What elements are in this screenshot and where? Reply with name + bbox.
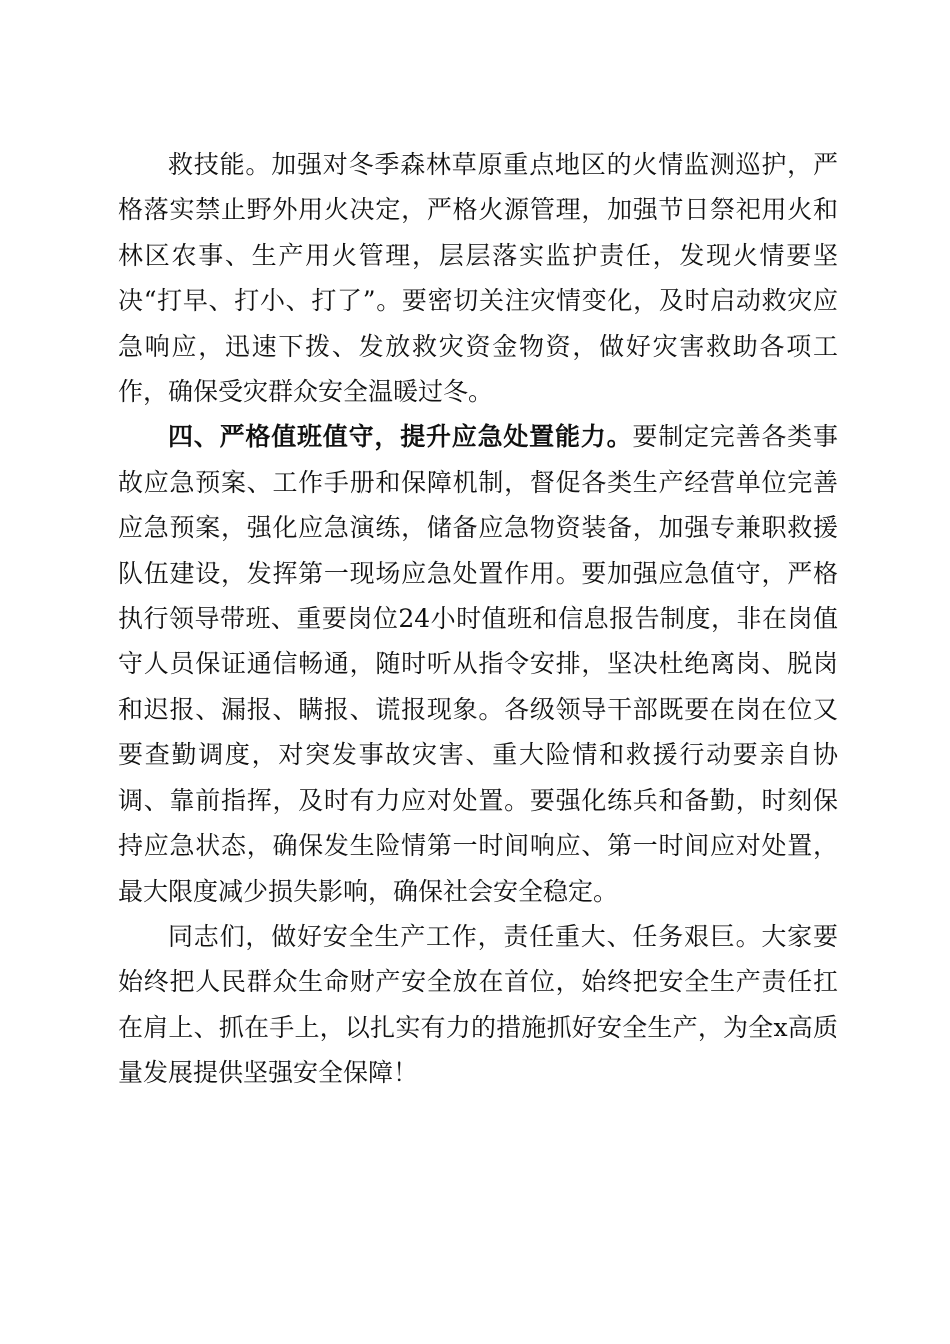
paragraph-duty-section xyxy=(118,414,838,913)
paragraph-text: 救技能。加强对冬季森林草原重点地区的火情监测巡护，严格落实禁止野外用火决定，严格火源管理，加强节日祭祀用火和林区农事、生产用火管理，层层落实监护责任，发现火情要坚决“打早、打小、打了”。要密切关注灾情变化，及时启动救灾应急响应，迅速下拨、发放救灾资金物资，做好灾害救助各项工作，确保受灾群众安全温暖过冬。 xyxy=(118,150,838,407)
paragraph-fire-safety xyxy=(118,142,838,414)
section-heading: 四、严格值班值守，提升应急处置能力。 xyxy=(168,422,633,452)
paragraph-closing xyxy=(118,914,838,1096)
paragraph-text: 同志们，做好安全生产工作，责任重大、任务艰巨。大家要始终把人民群众生命财产安全放在首位，始终把安全生产责任扛在肩上、抓在手上，以扎实有力的措施抓好安全生产，为全x高质量发展提供坚强安全保障！ xyxy=(118,921,838,1088)
paragraph-text: 要制定完善各类事故应急预案、工作手册和保障机制，督促各类生产经营单位完善应急预案，强化应急演练，储备应急物资装备，加强专兼职救援队伍建设，发挥第一现场应急处置作用。要加强应急值守，严格执行领导带班、重要岗位24小时值班和信息报告制度，非在岗值守人员保证通信畅通，随时听从指令安排，坚决杜绝离岗、脱岗和迟报、漏报、瞒报、谎报现象。各级领导干部既要在岗在位又要查勤调度，对突发事故灾害、重大险情和救援行动要亲自协调、靠前指挥，及时有力应对处置。要强化练兵和备勤，时刻保持应急状态，确保发生险情第一时间响应、第一时间应对处置，最大限度减少损失影响，确保社会安全稳定。 xyxy=(118,422,838,906)
document-body xyxy=(118,142,838,1096)
